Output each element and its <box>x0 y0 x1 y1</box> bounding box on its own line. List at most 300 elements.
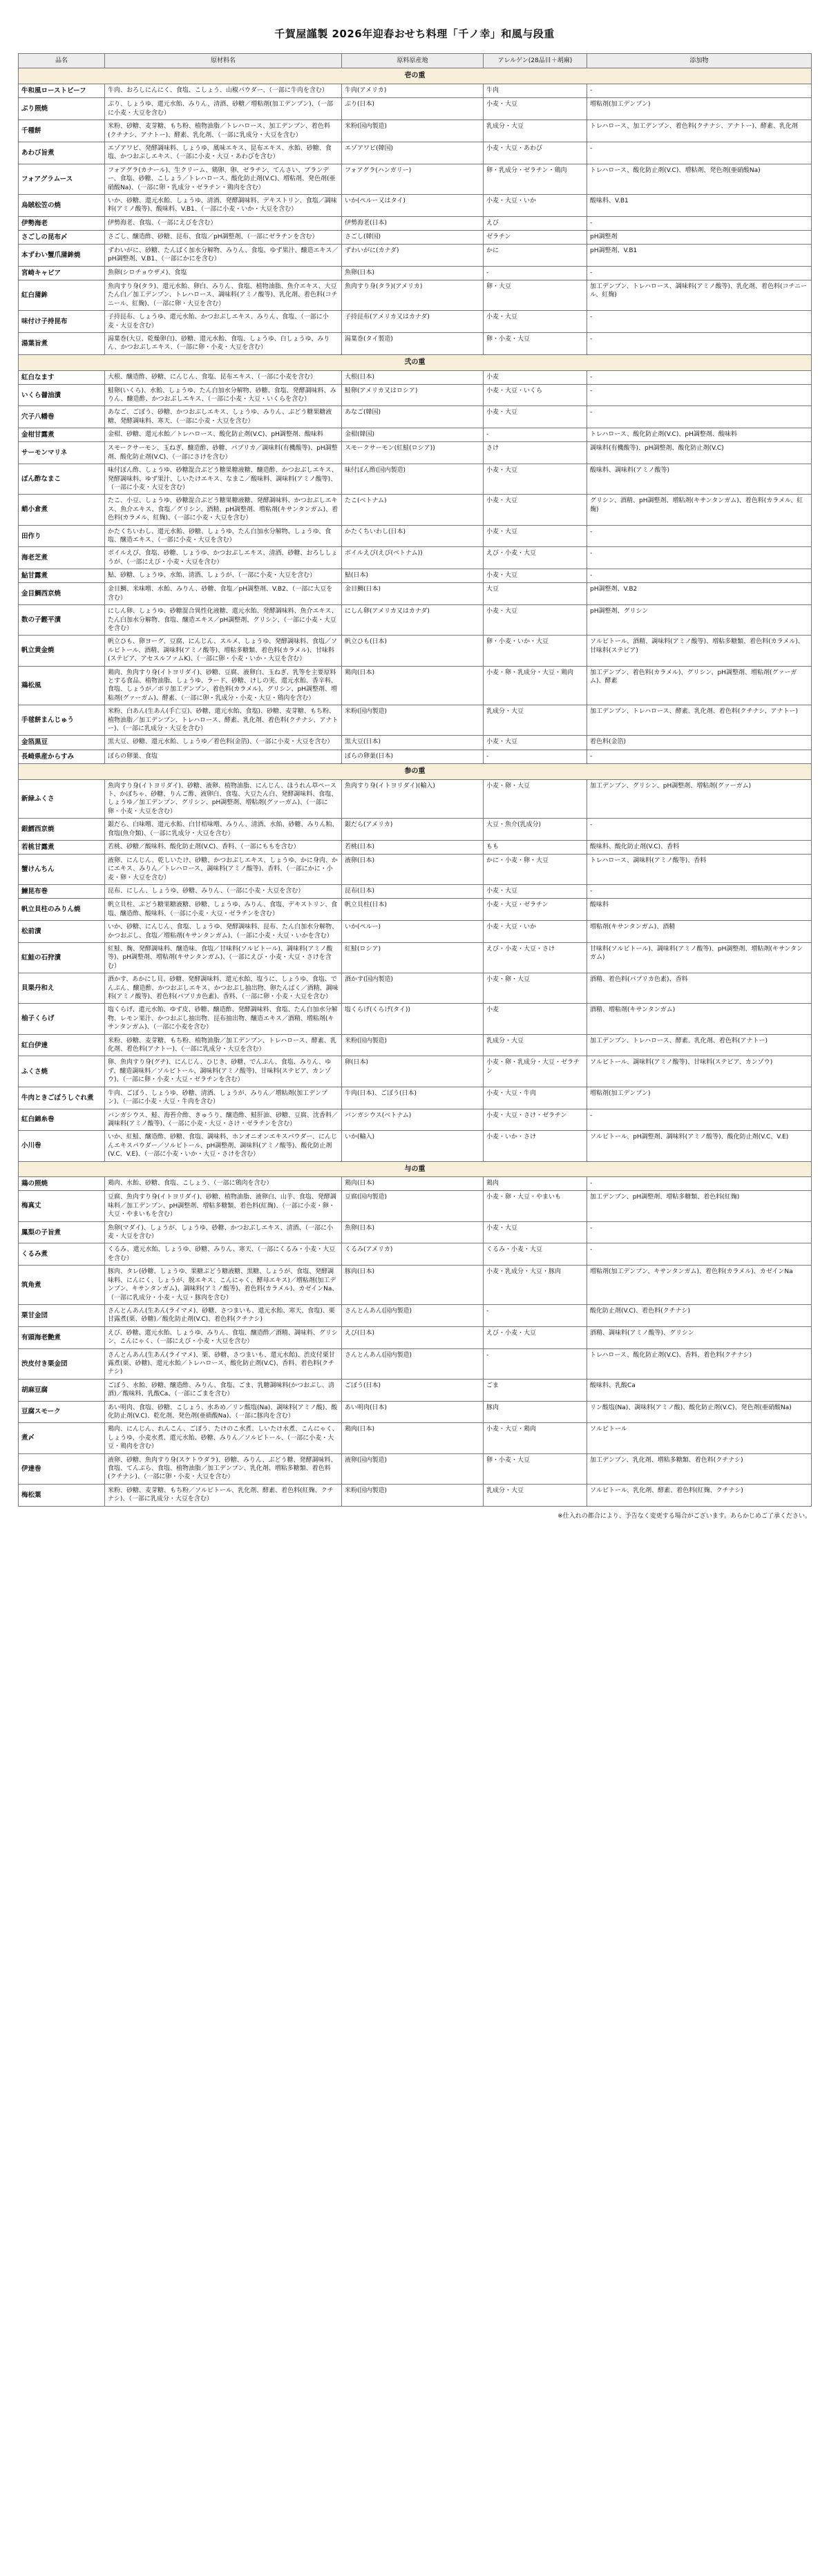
additive-cell: - <box>587 370 812 384</box>
footnote: ※仕入れの都合により、予告なく変更する場合がございます。あらかじめご了承ください。 <box>558 1512 811 1520</box>
origin-cell: エゾアワビ(韓国) <box>342 142 484 164</box>
origin-cell: あなご(韓国) <box>342 406 484 428</box>
table-row <box>19 547 812 569</box>
origin-cell: 鮎(日本) <box>342 569 484 583</box>
ingredients-cell: 鶏肉、水飴、砂糖、食塩、こしょう、（一部に鶏肉を含む） <box>105 1177 342 1191</box>
allergen-cell: 小麦・大豆 <box>484 736 587 750</box>
additive-cell: - <box>587 885 812 899</box>
allergen-cell: - <box>484 1304 587 1326</box>
origin-cell: 大根(日本) <box>342 370 484 384</box>
ingredients-cell: 塩くらげ、還元水飴、ゆず皮、砂糖、醸造酢、発酵調味料、食塩、たん白加水分解物、レモン果汁、かつおぶし抽出物、昆布抽出物、醸造エキス／酒精、増粘剤(キサンタンガム)、（一部に小麦を含む） <box>105 1004 342 1034</box>
additive-cell: 増粘剤(加工デンプン、キサンタンガム)、着色料(カラメル)、カゼインNa <box>587 1266 812 1305</box>
allergen-cell: - <box>484 1348 587 1379</box>
origin-cell: かたくちいわし(日本) <box>342 525 484 547</box>
origin-cell: にしん卵(アメリカ又はカナダ) <box>342 605 484 636</box>
table-row <box>19 428 812 442</box>
additive-cell: 着色料(金箔) <box>587 736 812 750</box>
allergen-cell: - <box>484 750 587 763</box>
item-name: 牛肉ときごぼうしぐれ煮 <box>19 1087 105 1109</box>
ingredients-cell: 大根、醸造酢、砂糖、にんじん、食塩、昆布エキス、（一部に小麦を含む） <box>105 370 342 384</box>
item-name: 紅鮭の石狩漬 <box>19 943 105 973</box>
origin-cell: あい明肉(日本) <box>342 1401 484 1423</box>
table-row <box>19 230 812 244</box>
allergen-cell: 小麦・大豆 <box>484 525 587 547</box>
allergen-cell: 小麦・大豆 <box>484 311 587 333</box>
allergen-cell: 小麦・大豆 <box>484 464 587 495</box>
additive-cell: 加工デンプン、乳化剤、増粘多糖類、着色料(クチナシ) <box>587 1453 812 1484</box>
table-row <box>19 142 812 164</box>
section-row <box>19 763 812 779</box>
table-row <box>19 885 812 899</box>
additive-cell: - <box>587 332 812 354</box>
additive-cell: 増粘剤(加工デンプン) <box>587 98 812 120</box>
ingredients-cell: いか、砂糖、にんじん、食塩、しょうゆ、発酵調味料、昆布、たん白加水分解物、かつおぶし、食塩／増粘剤(キサンタンガム)、（一部に小麦・大豆・いかを含む） <box>105 921 342 943</box>
origin-cell: 米粉(国内製造) <box>342 1034 484 1056</box>
item-name: 紅白なます <box>19 370 105 384</box>
header-origin: 原料原産地 <box>342 54 484 68</box>
item-name: 穴子八幡巻 <box>19 406 105 428</box>
ingredients-cell: 豚肉、タレ(砂糖、しょうゆ、果糖ぶどう糖液糖、黒糖、しょうが、食塩、発酵調味料、にんにく、しょうが、脱エキス、こんにゃく、酵母エキス)／増粘剤(加工デンプン、キサンタンガム)、調味料(アミノ酸等)、着色料(カラメル)、カゼインNa、（一部に乳成分・小麦・大豆・豚肉を含む） <box>105 1266 342 1305</box>
item-name: 蟹けんちん <box>19 855 105 885</box>
additive-cell: pH調整剤、V.B1 <box>587 245 812 267</box>
ingredients-cell: さんとんあん(生あん(ライマメ)、砂糖、さつまいも、還元水飴、寒天、食塩)、栗甘露煮(栗、砂糖)／酸化防止剤(V.C)、着色料(クチナシ) <box>105 1304 342 1326</box>
origin-cell: 豆腐(国内製造) <box>342 1191 484 1221</box>
ingredients-cell: ボイルえび、食塩、砂糖、しょうゆ、かつおぶしエキス、清酒、砂糖、おろししょうが、（一部にえび・小麦・大豆を含む） <box>105 547 342 569</box>
ingredients-cell: あなご、ごぼう、砂糖、かつおぶしエキス、しょうゆ、みりん、ぶどう糖果糖液糖、発酵調味料、寒天、（一部に小麦・大豆を含む） <box>105 406 342 428</box>
header-ingredients: 原材料名 <box>105 54 342 68</box>
item-name: 金箔黒豆 <box>19 736 105 750</box>
additive-cell: 加工デンプン、グリシン、pH調整剤、増粘剤(グァーガム) <box>587 779 812 819</box>
allergen-cell: 小麦・大豆 <box>484 98 587 120</box>
page-title: 千賀屋謹製 2026年迎春おせち料理「千ノ幸」和風与段重 <box>274 28 555 40</box>
table-row <box>19 569 812 583</box>
ingredients-cell: ぼらの卵巣、食塩 <box>105 750 342 763</box>
ingredients-cell: にしん卵、しょうゆ、砂糖混合異性化液糖、還元水飴、発酵調味料、魚介エキス、たん白加水分解物、食塩、醸造エキス／pH調整剤、グリシン、（一部に小麦・大豆を含む） <box>105 605 342 636</box>
allergen-cell: 小麦・大豆・ゼラチン <box>484 899 587 921</box>
section-row <box>19 354 812 370</box>
allergen-cell: 卵・小麦・いか・大豆 <box>484 636 587 666</box>
ingredients-cell: 液卵、にんじん、乾しいたけ、砂糖、かつおぶしエキス、しょうゆ、かに身肉、かにエキス、みりん／トレハロース、調味料(アミノ酸等)、香料、（一部にかに・小麦・卵・大豆を含む） <box>105 855 342 885</box>
item-name: 帆立黄金焼 <box>19 636 105 666</box>
additive-cell: トレハロース、酸化防止剤(V.C)、pH調整剤、酸味料 <box>587 428 812 442</box>
ingredients-cell: 鮭卵(いくら)、水飴、しょうゆ、たん白加水分解物、砂糖、食塩、発酵調味料、みりん、醸造酢、かつおぶしエキス、（一部に小麦・大豆・いくらを含む） <box>105 384 342 406</box>
additive-cell: 酒精、調味料(アミノ酸等)、グリシン <box>587 1326 812 1348</box>
origin-cell: 牛肉(アメリカ) <box>342 84 484 98</box>
allergen-cell: 小麦・大豆 <box>484 885 587 899</box>
allergen-cell: さけ <box>484 442 587 464</box>
item-name: 湯葉旨煮 <box>19 332 105 354</box>
origin-cell: いか(輸入) <box>342 1131 484 1161</box>
item-name: 伊達巻 <box>19 1453 105 1484</box>
allergen-cell: 小麦・卵・乳成分・大豆・ゼラチン <box>484 1056 587 1087</box>
origin-cell: 牛肉(日本)、ごぼう(日本) <box>342 1087 484 1109</box>
page <box>18 26 811 1520</box>
table-row <box>19 943 812 973</box>
item-name: ぶり照焼 <box>19 98 105 120</box>
additive-cell: - <box>587 406 812 428</box>
origin-cell: 金目鯛(日本) <box>342 583 484 605</box>
item-name: さごしの昆布〆 <box>19 230 105 244</box>
ingredients-cell: 豆腐、魚肉すり身(イトヨリダイ)、砂糖、植物油脂、液卵白、山芋、食塩、発酵調味料／加工デンプン、pH調整剤、増粘多糖類、着色料(紅麹)、（一部に小麦・卵・大豆・やまいもを含む） <box>105 1191 342 1221</box>
table-row <box>19 583 812 605</box>
allergen-cell: 小麦・いか・さけ <box>484 1131 587 1161</box>
table-row <box>19 605 812 636</box>
allergen-cell: 小麦・大豆・いか <box>484 194 587 216</box>
table-row <box>19 216 812 230</box>
origin-cell: いか(ペルー又はタイ) <box>342 194 484 216</box>
additive-cell: 加工デンプン、pH調整剤、増粘多糖類、着色料(紅麹) <box>587 1191 812 1221</box>
item-name: 蛸小倉煮 <box>19 495 105 525</box>
item-name: 豆腐スモーク <box>19 1401 105 1423</box>
table-row <box>19 921 812 943</box>
origin-cell: いか(ペルー) <box>342 921 484 943</box>
origin-cell: 魚肉すり身(イトヨリダイ)(輸入) <box>342 779 484 819</box>
table-row <box>19 779 812 819</box>
item-name: 鮎甘露煮 <box>19 569 105 583</box>
origin-cell: 米粉(国内製造) <box>342 120 484 142</box>
additive-cell: - <box>587 1109 812 1131</box>
table-row <box>19 1348 812 1379</box>
additive-cell: - <box>587 750 812 763</box>
additive-cell: トレハロース、調味料(アミノ酸等)、香料 <box>587 855 812 885</box>
ingredients-cell: 若桃、砂糖／酸味料、酸化防止剤(V.C)、香料、（一部にももを含む） <box>105 840 342 854</box>
allergen-cell: かに・小麦・卵・大豆 <box>484 855 587 885</box>
item-name: 胡麻豆腐 <box>19 1379 105 1401</box>
header-row <box>19 54 812 68</box>
additive-cell: トレハロース、加工デンプン、着色料(クチナシ、アナトー)、酵素、乳化剤 <box>587 120 812 142</box>
table-row <box>19 442 812 464</box>
header-additives: 添加物 <box>587 54 812 68</box>
additive-cell: ソルビトール、調味料(アミノ酸等)、甘味料(ステビア、カンゾウ) <box>587 1056 812 1087</box>
origin-cell: ぶり(日本) <box>342 98 484 120</box>
allergen-cell: 乳成分・大豆 <box>484 705 587 736</box>
table-row <box>19 464 812 495</box>
additive-cell: ソルビトール、酒精、調味料(アミノ酸等)、増粘多糖類、着色料(カラメル)、甘味料(ステビア) <box>587 636 812 666</box>
additive-cell: 増粘剤(キサンタンガム)、酒精 <box>587 921 812 943</box>
item-name: 渋皮付き栗金団 <box>19 1348 105 1379</box>
ingredients-cell: ぶり、しょうゆ、還元水飴、みりん、清酒、砂糖／増粘剤(加工デンプン)、（一部に小麦・大豆を含む） <box>105 98 342 120</box>
table-row <box>19 855 812 885</box>
allergen-cell: えび・小麦・大豆・さけ <box>484 943 587 973</box>
allergen-cell: 卵・大豆 <box>484 280 587 310</box>
origin-cell: 鮭卵(アメリカ又はロシア) <box>342 384 484 406</box>
table-row <box>19 705 812 736</box>
item-name: 若桃甘露煮 <box>19 840 105 854</box>
origin-cell: 鶏肉(日本) <box>342 1177 484 1191</box>
ingredients-cell: 伊勢海老、食塩、（一部にえびを含む） <box>105 216 342 230</box>
table-row <box>19 245 812 267</box>
origin-cell: 鶏肉(日本) <box>342 666 484 705</box>
allergen-cell: 小麦 <box>484 1004 587 1034</box>
item-name: 海老芝煮 <box>19 547 105 569</box>
table-row <box>19 1004 812 1034</box>
ingredients-cell: 鮎、砂糖、しょうゆ、水飴、清酒、しょうが、（一部に小麦・大豆を含む） <box>105 569 342 583</box>
additive-cell: pH調整剤、V.B2 <box>587 583 812 605</box>
additive-cell: トレハロース、酸化防止剤(V.C)、香料、着色料(クチナシ) <box>587 1348 812 1379</box>
ingredients-cell: いか、砂糖、還元水飴、しょうゆ、清酒、発酵調味料、デキストリン、食塩／調味料(アミノ酸等)、酸味料、V.B1、（一部に小麦・いか・大豆を含む） <box>105 194 342 216</box>
ingredients-cell: 金柑、砂糖、還元水飴／トレハロース、酸化防止剤(V.C)、pH調整剤、酸味料 <box>105 428 342 442</box>
origin-cell: スモークサーモン(紅鮭(ロシア)) <box>342 442 484 464</box>
allergen-cell: くるみ・小麦・大豆 <box>484 1243 587 1266</box>
additive-cell: - <box>587 569 812 583</box>
item-name: 新緑ふくさ <box>19 779 105 819</box>
item-name: 紅白伊達 <box>19 1034 105 1056</box>
table-row <box>19 280 812 310</box>
table-row <box>19 666 812 705</box>
additive-cell: - <box>587 142 812 164</box>
item-name: 銀鱈西京焼 <box>19 819 105 841</box>
item-name: くるみ煮 <box>19 1243 105 1266</box>
ingredients-cell: バンガシウス、鮭、海苔介酢、きゅうり、醸造酢、鮭肝油、砂糖、豆腐、沈香料／調味料(アミノ酸等)、（一部に小麦・大豆・さけ・ゼラチンを含む） <box>105 1109 342 1131</box>
allergen-cell: 乳成分・大豆 <box>484 120 587 142</box>
item-name: ぽん酢なまこ <box>19 464 105 495</box>
allergen-cell: 乳成分・大豆 <box>484 1484 587 1506</box>
ingredients-cell: あい明肉、食塩、砂糖、こしょう、水あめ／リン酸塩(Na)、調味料(アミノ酸)、酸化防止剤(V.C)、乾化剤、発色剤(亜硝酸Na)、（一部に豚肉を含む） <box>105 1401 342 1423</box>
ingredients-cell: 米粉、砂糖、麦芽糖、もち粉／ソルビトール、乳化剤、酵素、着色料(紅麹、クチナシ)、（一部に乳成分・大豆を含む） <box>105 1484 342 1506</box>
allergen-cell: - <box>484 266 587 280</box>
table-row <box>19 819 812 841</box>
table-row <box>19 736 812 750</box>
table-row <box>19 1484 812 1506</box>
origin-cell: 液卵(日本) <box>342 855 484 885</box>
item-name: あわび旨煮 <box>19 142 105 164</box>
additive-cell: 増粘剤(加工デンプン) <box>587 1087 812 1109</box>
allergen-cell: 小麦・大豆・いくら <box>484 384 587 406</box>
table-row <box>19 1177 812 1191</box>
ingredients-cell: 米粉、砂糖、麦芽糖、もち粉、植物油脂／加工デンプン、トレハロース、酵素、乳化剤、着色料(アナトー)、（一部に乳成分・大豆を含む） <box>105 1034 342 1056</box>
origin-cell: 伊勢海老(日本) <box>342 216 484 230</box>
ingredients-cell: 卵、魚肉すり身(グチ)、にんじん、ひじき、砂糖、でんぷん、食塩、みりん、ゆず、醸造調味料／ソルビトール、調味料(アミノ酸等)、甘味料(ステビア、カンゾウ)、（一部に卵・小麦・大豆・ゼラチンを含む） <box>105 1056 342 1087</box>
origin-cell: ボイルえび(えび(ベトナム)) <box>342 547 484 569</box>
item-name: 梅真丈 <box>19 1191 105 1221</box>
allergen-cell: 小麦・大豆・いか <box>484 921 587 943</box>
item-name: 数の子鰹平漬 <box>19 605 105 636</box>
allergen-cell: 卵・乳成分・ゼラチン・鶏肉 <box>484 164 587 194</box>
origin-cell: 帆立ひも(日本) <box>342 636 484 666</box>
additive-cell: 加工デンプン、トレハロース、酵素、乳化剤、着色料(アナトー) <box>587 1034 812 1056</box>
allergen-cell: 鶏肉 <box>484 1177 587 1191</box>
additive-cell: - <box>587 266 812 280</box>
item-name: 筑角煮 <box>19 1266 105 1305</box>
allergen-cell: 小麦・卵・大豆・やまいも <box>484 1191 587 1221</box>
ingredients-cell: くるみ、還元水飴、しょうゆ、砂糖、みりん、寒天、（一部にくるみ・小麦・大豆を含む） <box>105 1243 342 1266</box>
table-row <box>19 525 812 547</box>
additive-cell: 酒精、増粘剤(キサンタンガム) <box>587 1004 812 1034</box>
table-header <box>19 54 812 68</box>
item-name: 帆立貝柱のみりん焼 <box>19 899 105 921</box>
allergen-cell: 小麦・大豆 <box>484 406 587 428</box>
section-label: 壱の重 <box>19 68 812 84</box>
section-row <box>19 1161 812 1177</box>
origin-cell: 魚卵(日本) <box>342 266 484 280</box>
ingredients-cell: スモークサーモン、玉ねぎ、醸造酢、砂糖、パプリカ／調味料(有機酸等)、pH調整剤、酸化防止剤(V.C)、（一部にさけを含む） <box>105 442 342 464</box>
additive-cell: - <box>587 84 812 98</box>
origin-cell: 子持昆布(アメリカ又はカナダ) <box>342 311 484 333</box>
ingredients-cell: さんとんあん(生あん(ライマメ)、栗、砂糖、さつまいも、還元水飴)、渋皮付栗甘露煮(栗、砂糖)、還元水飴／トレハロース、酸化防止剤(V.C)、香料、着色料(クチナシ) <box>105 1348 342 1379</box>
allergen-cell: えび・小麦・大豆 <box>484 547 587 569</box>
allergen-cell: 小麦・大豆 <box>484 605 587 636</box>
table-row <box>19 164 812 194</box>
table-row <box>19 636 812 666</box>
allergen-cell: 小麦・卵・乳成分・大豆・鶏肉 <box>484 666 587 705</box>
additive-cell: グリシン、酒精、pH調整剤、増粘剤(キサンタンガム)、着色料(カラメル、紅麹) <box>587 495 812 525</box>
additive-cell: 加工デンプン、着色料(カラメル)、グリシン、pH調整剤、増粘剤(グァーガム)、酵素 <box>587 666 812 705</box>
ingredients-cell: たこ、小豆、しょうゆ、砂糖混合ぶどう糖果糖液糖、発酵調味料、かつおぶしエキス、魚介エキス、食塩／グリシン、酒精、pH調整剤、増粘剤(キサンタンガム)、着色料(カラメル、紅麹)、（一部に小麦・大豆を含む） <box>105 495 342 525</box>
origin-cell: 魚卵(日本) <box>342 1221 484 1243</box>
origin-cell: 液卵(国内製造) <box>342 1453 484 1484</box>
origin-cell: 銀だら(アメリカ) <box>342 819 484 841</box>
section-label: 参の重 <box>19 763 812 779</box>
allergen-cell: もも <box>484 840 587 854</box>
item-name: 鳳梨の子旨煮 <box>19 1221 105 1243</box>
ingredients-cell: いか、紅鮭、醸造酢、砂糖、食塩、調味料、ホンオニオンエキスパウダー、にんじんエキスパウダー／ソルビトール、pH調整剤、調味料(アミノ酸等)、酸化防止剤(V.C、V.E)、（一部に小麦・いか・大豆・さけを含む） <box>105 1131 342 1161</box>
ingredients-cell: 味付ぽん酢、しょうゆ、砂糖混合ぶどう糖果糖液糖、醸造酢、かつおぶしエキス、発酵調味料、ゆず果汁、しいたけエキス、なまこ／酸味料、調味料(アミノ酸等)、（一部に小麦・大豆を含む） <box>105 464 342 495</box>
item-name: ふくさ焼 <box>19 1056 105 1087</box>
additive-cell: 酸味料、酸化防止剤(V.C)、香料 <box>587 840 812 854</box>
origin-cell: ぼらの卵巣(日本) <box>342 750 484 763</box>
ingredients-cell: 子持昆布、しょうゆ、還元水飴、かつおぶしエキス、みりん、食塩、（一部に小麦・大豆を含む） <box>105 311 342 333</box>
table-row <box>19 120 812 142</box>
origin-cell: 豚肉(日本) <box>342 1266 484 1305</box>
allergen-cell: 大豆 <box>484 583 587 605</box>
ingredients-cell: 昆布、にしん、しょうゆ、砂糖、みりん、（一部に小麦・大豆を含む） <box>105 885 342 899</box>
header-name: 品名 <box>19 54 105 68</box>
allergen-cell: 牛肉 <box>484 84 587 98</box>
additive-cell: - <box>587 819 812 841</box>
additive-cell: 加工デンプン、トレハロース、調味料(アミノ酸等)、乳化剤、着色料(コチニール、紅麹) <box>587 280 812 310</box>
additive-cell: - <box>587 1221 812 1243</box>
item-name: 有頭海老艶煮 <box>19 1326 105 1348</box>
additive-cell: 加工デンプン、トレハロース、酵素、乳化剤、着色料(クチナシ、アナトー) <box>587 705 812 736</box>
table-row <box>19 1266 812 1305</box>
origin-cell: 酒かす(国内製造) <box>342 973 484 1004</box>
allergen-cell: えび <box>484 216 587 230</box>
additive-cell: 酸化防止剤(V.C)、着色料(クチナシ) <box>587 1304 812 1326</box>
item-name: 紅白錦糸巻 <box>19 1109 105 1131</box>
item-name: 烏賊松笠の焼 <box>19 194 105 216</box>
allergen-cell: 乳成分・大豆 <box>484 1034 587 1056</box>
additive-cell: ソルビトール、乳化剤、酵素、着色料(紅麹、クチナシ) <box>587 1484 812 1506</box>
allergen-cell: かに <box>484 245 587 267</box>
ingredients-cell: さごし、醸造酢、砂糖、昆布、食塩／pH調整剤、（一部にゼラチンを含む） <box>105 230 342 244</box>
additive-cell: - <box>587 1177 812 1191</box>
item-name: いくら醤油漬 <box>19 384 105 406</box>
additive-cell: 酒精、着色料(パプリカ色素)、香料 <box>587 973 812 1004</box>
additive-cell: - <box>587 311 812 333</box>
origin-cell: 黒大豆(日本) <box>342 736 484 750</box>
origin-cell: 湯葉巻(タイ製造) <box>342 332 484 354</box>
table-body <box>19 68 812 1506</box>
allergen-cell: 卵・小麦・大豆 <box>484 332 587 354</box>
ingredients-cell: 金目鯛、米味噌、水飴、みりん、砂糖、食塩／pH調整剤、V.B2、（一部に大豆を含む） <box>105 583 342 605</box>
item-name: 貝栗丹和え <box>19 973 105 1004</box>
section-label: 与の重 <box>19 1161 812 1177</box>
ingredients-cell: えび、砂糖、還元水飴、しょうゆ、みりん、食塩、醸造酢／酒精、調味料、グリシン、こんにゃく、（一部にえび・小麦・大豆を含む） <box>105 1326 342 1348</box>
origin-cell: さんとんあん(国内製造) <box>342 1348 484 1379</box>
allergen-cell: 小麦・卵・大豆 <box>484 973 587 1004</box>
item-name: 宮崎キャビア <box>19 266 105 280</box>
origin-cell: フォアグラ(ハンガリー) <box>342 164 484 194</box>
item-name: 煮〆 <box>19 1423 105 1453</box>
table-row <box>19 1221 812 1243</box>
table-row <box>19 1191 812 1221</box>
allergen-cell: ごま <box>484 1379 587 1401</box>
ingredients-cell: 魚卵(シロチョウザメ)、食塩 <box>105 266 342 280</box>
item-name: 味付け子持昆布 <box>19 311 105 333</box>
additive-cell: - <box>587 547 812 569</box>
additive-cell: 甘味料(ソルビトール)、調味料(アミノ酸等)、pH調整剤、増粘剤(キサンタンガム) <box>587 943 812 973</box>
table-row <box>19 899 812 921</box>
origin-cell: 金柑(韓国) <box>342 428 484 442</box>
table-row <box>19 1453 812 1484</box>
additive-cell: 酸味料 <box>587 899 812 921</box>
table-row <box>19 311 812 333</box>
table-row <box>19 1401 812 1423</box>
origin-cell: 米粉(国内製造) <box>342 705 484 736</box>
item-name: 鰊昆布巻 <box>19 885 105 899</box>
allergen-cell: 小麦・大豆・さけ・ゼラチン <box>484 1109 587 1131</box>
table-row <box>19 370 812 384</box>
allergen-cell: ゼラチン <box>484 230 587 244</box>
item-name: 牛和風ローストビーフ <box>19 84 105 98</box>
ingredients-cell: 湯葉巻(大豆、乾燥卵白)、砂糖、還元水飴、食塩、しょうゆ、白しょうゆ、みりん、かつおぶしエキス、（一部に卵・小麦・大豆を含む） <box>105 332 342 354</box>
table-row <box>19 1087 812 1109</box>
ingredients-cell: ずわいがに、砂糖、たんぱく加水分解物、みりん、食塩、ゆず果汁、醸造エキス／pH調整剤、V.B1、（一部にかにを含む） <box>105 245 342 267</box>
ingredients-cell: 酒かす、あかにし貝、砂糖、発酵調味料、還元水飴、塩うに、しょうゆ、食塩、でんぷん、醸造酢、かつおぶしエキス、かつおぶし抽出物、卵たんぱく／酒精、調味料(アミノ酸等)、着色料(パプリカ色素)、香料、（一部に卵・小麦・大豆を含む） <box>105 973 342 1004</box>
allergen-cell: 小麦・大豆 <box>484 495 587 525</box>
allergen-cell: - <box>484 428 587 442</box>
additive-cell: - <box>587 216 812 230</box>
item-name: 梅松葉 <box>19 1484 105 1506</box>
allergen-cell: 小麦・大豆・牛肉 <box>484 1087 587 1109</box>
table-row <box>19 750 812 763</box>
header-allergens: アレルゲン(28品目＋胡麻) <box>484 54 587 68</box>
item-name: 松前漬 <box>19 921 105 943</box>
item-name: 鶏松風 <box>19 666 105 705</box>
allergen-cell: 豚肉 <box>484 1401 587 1423</box>
item-name: 栗甘金団 <box>19 1304 105 1326</box>
additive-cell: 酸味料、調味料(アミノ酸等) <box>587 464 812 495</box>
allergen-cell: 小麦・乳成分・大豆・豚肉 <box>484 1266 587 1305</box>
table-row <box>19 1056 812 1087</box>
ingredients-cell: 鶏肉、魚肉すり身(イトヨリダイ)、砂糖、豆腐、液卵白、玉ねぎ、乳等を主要原料とする食品、植物油脂、しょうゆ、ラード、砂糖、けしの実、還元水飴、香辛料、食塩、しょうが／ポリ加工デンプン、着色料(カラメル)、グリシン、pH調整剤、増粘剤(グァーガム)、酵素、（一部に卵・乳成分・小麦・大豆・鶏肉を含む） <box>105 666 342 705</box>
ingredients-cell: 銀だら、白味噌、還元水飴、白甘桔味噌、みりん、清酒、水飴、砂糖、みりん粕、食塩(魚介類)、（一部に乳成分・大豆を含む） <box>105 819 342 841</box>
item-name: フォアグラムース <box>19 164 105 194</box>
item-name: 手毬餅まんじゅう <box>19 705 105 736</box>
ingredients-cell: 帆立ひも、卵ヨーグ、豆腐、にんじん、スルメ、しょうゆ、発酵調味料、食塩／ソルビトール、酒精、調味料(アミノ酸等)、増粘多糖類、着色料(カラメル)、甘味料(ステビア、アセスルファムK)、（一部に卵・小麦・いか・大豆を含む） <box>105 636 342 666</box>
additive-cell: - <box>587 384 812 406</box>
origin-cell: さごし(韓国) <box>342 230 484 244</box>
additive-cell: 酸味料、V.B1 <box>587 194 812 216</box>
additive-cell: - <box>587 525 812 547</box>
item-name: サーモンマリネ <box>19 442 105 464</box>
ingredients-cell: 黒大豆、砂糖、還元水飴、しょうゆ／着色料(金箔)、（一部に小麦・大豆を含む） <box>105 736 342 750</box>
ingredients-cell: フォアグラ(カナール)、生クリーム、鶏卵、卵、ゼラチン、てんさい、ブランデー、食塩、砂糖、こしょう／トレハロース、酸化防止剤(V.C)、増粘剤、発色剤(亜硝酸Na)、（一部に卵・乳成分・ゼラチン・鶏肉を含む） <box>105 164 342 194</box>
item-name: 田作り <box>19 525 105 547</box>
allergen-cell: 卵・小麦・大豆 <box>484 1453 587 1484</box>
allergen-cell: 小麦・大豆 <box>484 1221 587 1243</box>
table-row <box>19 973 812 1004</box>
item-name: 長崎県産からすみ <box>19 750 105 763</box>
item-name: 金柑甘露煮 <box>19 428 105 442</box>
table-row <box>19 84 812 98</box>
additive-cell: pH調整剤 <box>587 230 812 244</box>
origin-cell: 若桃(日本) <box>342 840 484 854</box>
additive-cell: 調味料(有機酸等)、pH調整剤、酸化防止剤(V.C) <box>587 442 812 464</box>
section-label: 弐の重 <box>19 354 812 370</box>
item-name: 紅白蒲鉾 <box>19 280 105 310</box>
ingredients-cell: ごぼう、水飴、砂糖、醸造酢、みりん、食塩、ごま、乳糖調味料(かつおぶし、清酒)／酸味料、乳酸Ca、（一部にごまを含む） <box>105 1379 342 1401</box>
